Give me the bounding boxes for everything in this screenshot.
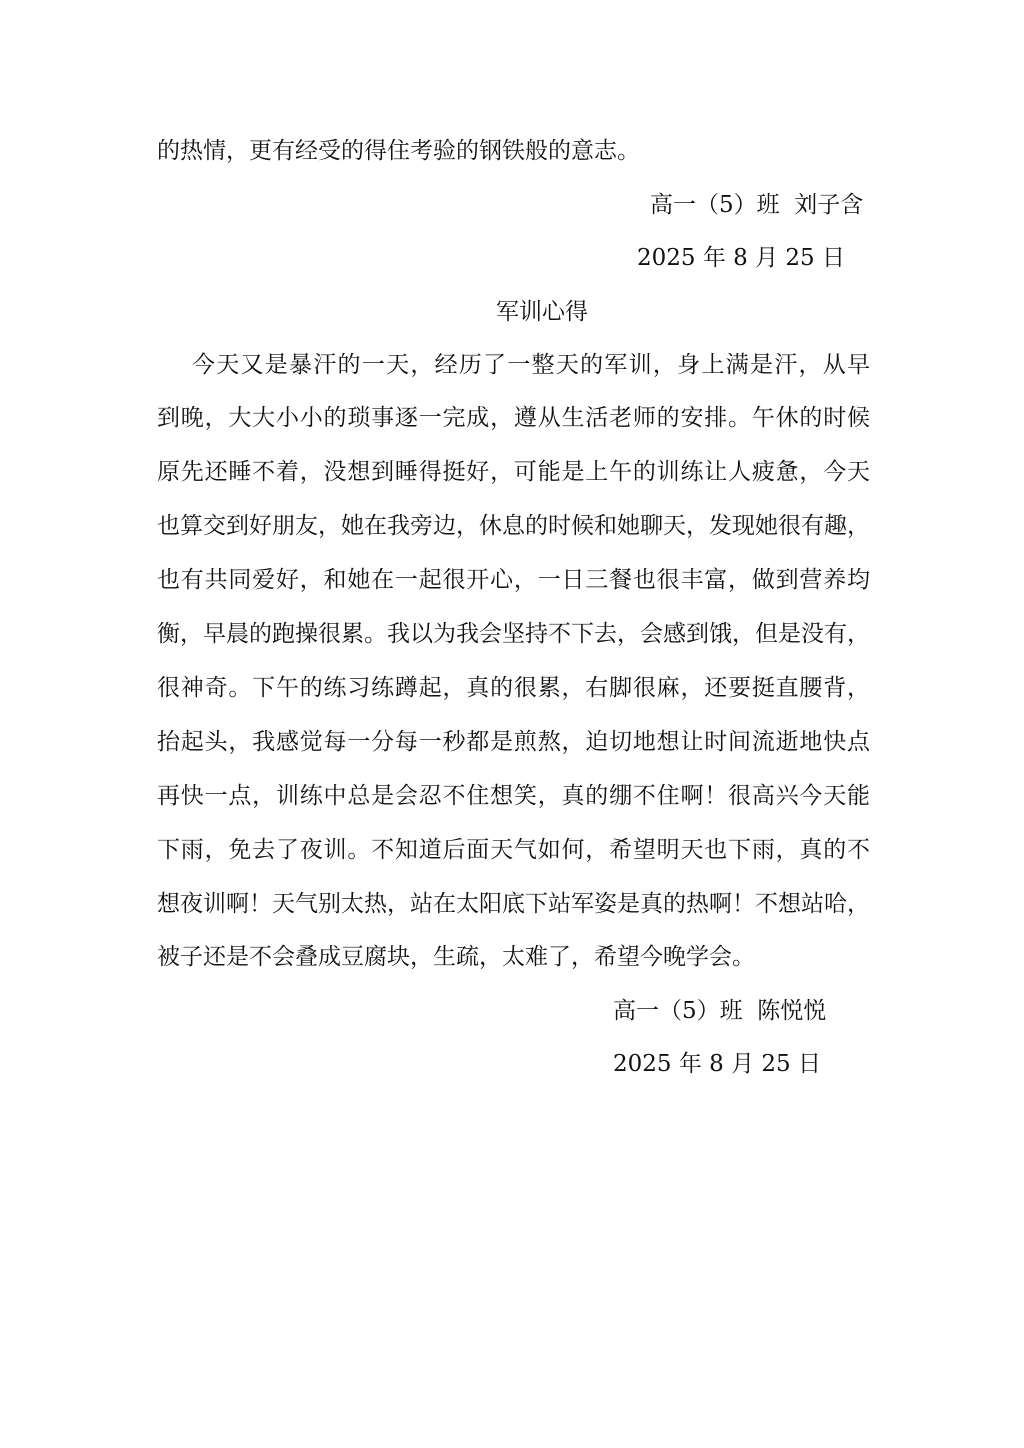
entry-paragraph-line: 被子还是不会叠成豆腐块，生疏，太难了，希望今晚学会。 [157, 944, 755, 970]
entry-paragraph-line: 衡，早晨的跑操很累。我以为我会坚持不下去，会感到饿，但是没有， [157, 621, 870, 647]
entry-paragraph-line: 抬起头，我感觉每一分每一秒都是煎熬，迫切地想让时间流逝地快点 [157, 729, 870, 755]
entry-paragraph-line: 很神奇。下午的练习练蹲起，真的很累，右脚很麻，还要挺直腰背， [157, 675, 870, 701]
previous-entry-closing-line: 的热情，更有经受的得住考验的钢铁般的意志。 [157, 138, 640, 164]
entry-paragraph-line: 到晚，大大小小的琐事逐一完成，遵从生活老师的安排。午休的时候 [157, 405, 870, 431]
entry-signature: 高一（5）班 陈悦悦 [613, 998, 827, 1024]
entry-paragraph-line: 也有共同爱好，和她在一起很开心，一日三餐也很丰富，做到营养均 [157, 567, 870, 593]
previous-entry-signature: 高一（5）班 刘子含 [650, 192, 864, 218]
entry-date: 2025 年 8 月 25 日 [613, 1051, 821, 1077]
entry-paragraph-line: 下雨，免去了夜训。不知道后面天气如何，希望明天也下雨，真的不 [157, 837, 870, 863]
entry-paragraph-line: 想夜训啊！天气别太热，站在太阳底下站军姿是真的热啊！不想站哈， [157, 891, 870, 917]
entry-paragraph-line: 也算交到好朋友，她在我旁边，休息的时候和她聊天，发现她很有趣， [157, 513, 870, 539]
entry-paragraph-line: 原先还睡不着，没想到睡得挺好，可能是上午的训练让人疲惫，今天 [157, 459, 870, 485]
previous-entry-date: 2025 年 8 月 25 日 [637, 245, 845, 271]
entry-title: 军训心得 [496, 299, 588, 325]
entry-paragraph-line: 再快一点，训练中总是会忍不住想笑，真的绷不住啊！很高兴今天能 [157, 783, 870, 809]
entry-paragraph-line: 今天又是暴汗的一天，经历了一整天的军训，身上满是汗，从早 [192, 352, 870, 378]
